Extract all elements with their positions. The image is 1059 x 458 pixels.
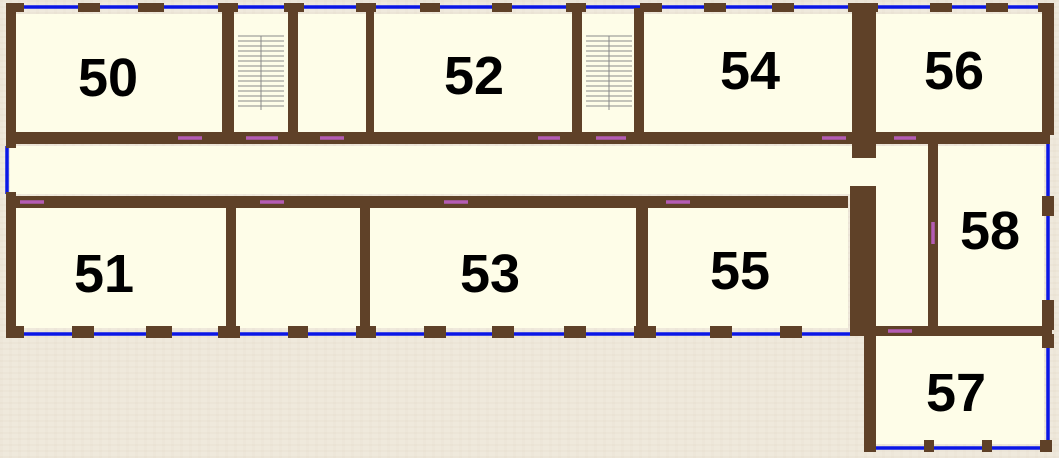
wall-partition-stairs-left-east bbox=[288, 8, 298, 136]
wall-pier bbox=[564, 326, 586, 338]
room-54-label[interactable]: 54 bbox=[719, 41, 781, 101]
room-56-label[interactable]: 56 bbox=[923, 41, 985, 101]
wall-pier bbox=[710, 326, 732, 338]
wall-partition-51-small bbox=[226, 200, 236, 334]
wall-pier bbox=[924, 440, 934, 452]
corridor-south-area bbox=[876, 194, 928, 326]
small-room-between-stairs-area bbox=[296, 14, 366, 134]
room-50-label[interactable]: 50 bbox=[77, 48, 139, 108]
wall-partition-stairs-right-east bbox=[634, 8, 644, 136]
wall-pier bbox=[982, 440, 992, 452]
wall-pier bbox=[356, 326, 376, 338]
room-58-label[interactable]: 58 bbox=[959, 201, 1021, 261]
room-53-label[interactable]: 53 bbox=[459, 244, 521, 304]
wall-pier bbox=[492, 326, 514, 338]
wall-pier bbox=[634, 326, 656, 338]
wall-pier bbox=[986, 3, 1008, 12]
wall-pier bbox=[772, 3, 794, 12]
wall-partition-small-52 bbox=[366, 8, 374, 136]
wall-thick-54-56 bbox=[852, 6, 876, 158]
wall-pier bbox=[704, 3, 726, 12]
wall-pier bbox=[138, 3, 164, 12]
wall-pier bbox=[288, 326, 308, 338]
floor-areas bbox=[10, 14, 1044, 444]
wall-pier bbox=[218, 3, 238, 12]
wall-pier bbox=[1040, 440, 1052, 452]
wall-west-south bbox=[6, 192, 16, 334]
wall-pier bbox=[72, 326, 94, 338]
wall-corridor-north bbox=[6, 132, 852, 144]
room-57-label[interactable]: 57 bbox=[925, 363, 987, 423]
room-55-label[interactable]: 55 bbox=[709, 241, 771, 301]
wall-pier bbox=[640, 3, 662, 12]
room-52-label[interactable]: 52 bbox=[443, 46, 505, 106]
wall-pier bbox=[930, 3, 952, 12]
small-room-south-area bbox=[236, 206, 360, 328]
wall-pier bbox=[78, 3, 100, 12]
wall-room57-west bbox=[864, 330, 876, 452]
wall-pier bbox=[1042, 3, 1054, 135]
wall-pier bbox=[6, 326, 24, 338]
wall-pier bbox=[420, 3, 440, 12]
wall-pier bbox=[1042, 300, 1054, 330]
wall-partition-53-55 bbox=[636, 200, 648, 334]
wall-partition-50-stairs bbox=[222, 8, 234, 136]
wall-corridor-south bbox=[6, 196, 848, 208]
wall-partition-small-53 bbox=[360, 200, 370, 334]
room-51-label[interactable]: 51 bbox=[73, 244, 135, 304]
wall-pier bbox=[424, 326, 446, 338]
wall-pier bbox=[6, 3, 24, 12]
wall-pier bbox=[218, 326, 240, 338]
wall-west-north bbox=[6, 8, 16, 148]
corridor-area bbox=[10, 146, 848, 194]
stairwell-right-area bbox=[580, 14, 636, 134]
wall-pier bbox=[356, 3, 376, 12]
wall-pier bbox=[492, 3, 512, 12]
wall-pier bbox=[1042, 196, 1054, 216]
wall-pier bbox=[146, 326, 172, 338]
wall-pier bbox=[566, 3, 586, 12]
wall-partition-52-stairs bbox=[572, 8, 582, 136]
wall-pier bbox=[848, 3, 878, 12]
wall-pier bbox=[1042, 334, 1054, 348]
wall-thick-55-east bbox=[850, 186, 876, 336]
wall-pier bbox=[284, 3, 304, 12]
wall-pier bbox=[780, 326, 802, 338]
